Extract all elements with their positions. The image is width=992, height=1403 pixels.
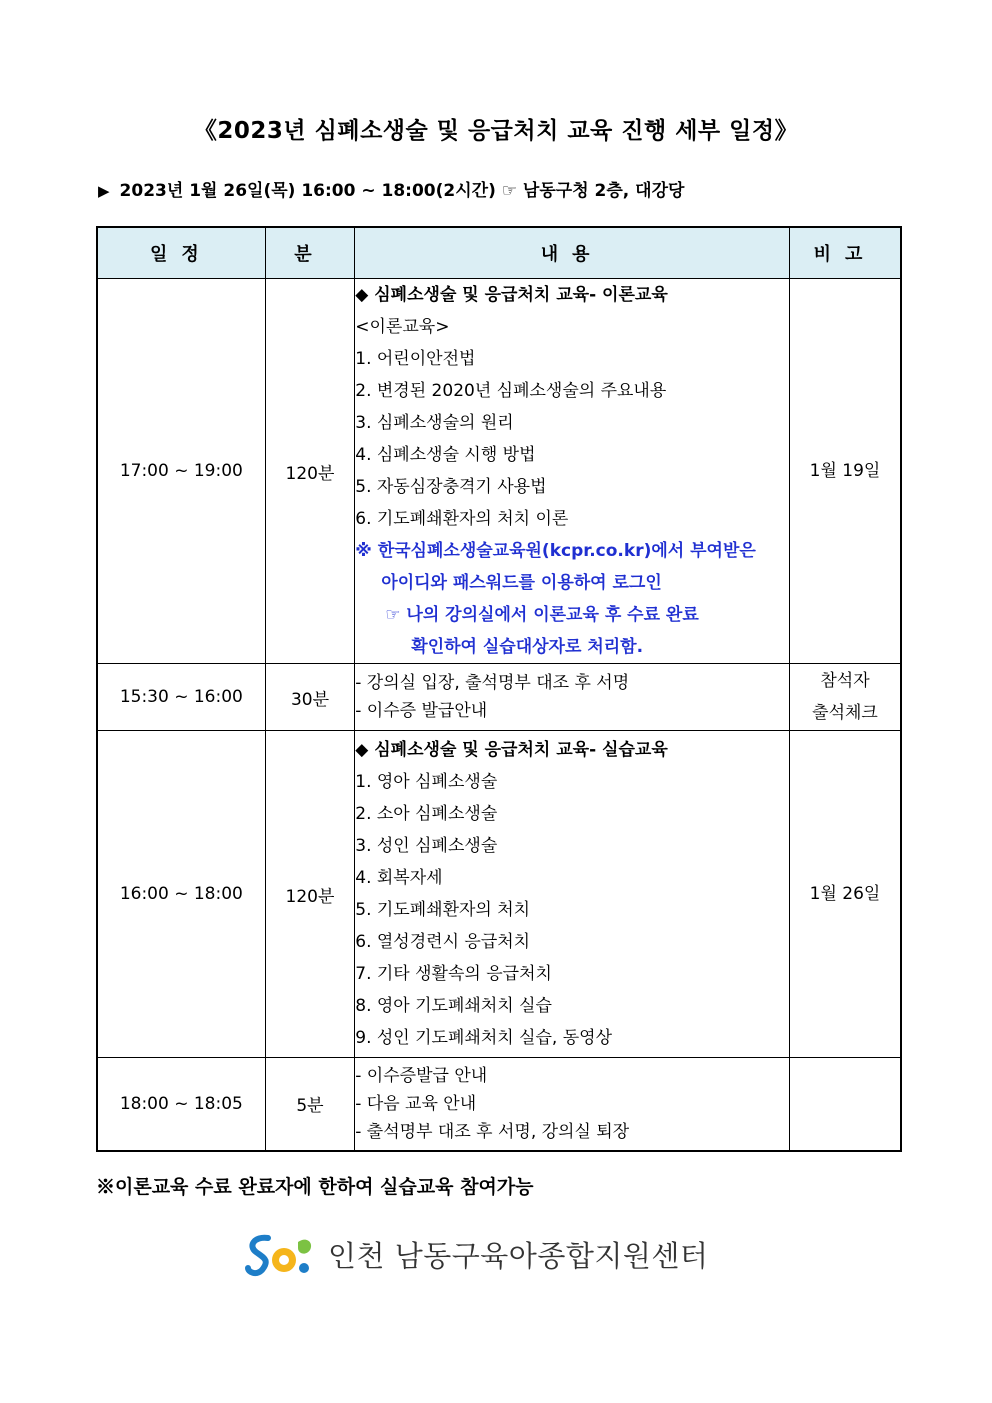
duration-cell: 120분 bbox=[265, 731, 355, 1058]
content-cell bbox=[355, 731, 790, 1058]
login-notice: 확인하여 실습대상자로 처리함. bbox=[411, 637, 644, 657]
list-item: 2. 변경된 2020년 심폐소생술의 주요내용 bbox=[355, 381, 667, 401]
header-content: 내용 bbox=[355, 227, 790, 279]
login-notice: 아이디와 패스워드를 이용하여 로그인 bbox=[381, 573, 662, 593]
remarks-cell: 1월 26일 bbox=[790, 731, 901, 1058]
table-header-row bbox=[97, 227, 901, 279]
list-item: - 강의실 입장, 출석명부 대조 후 서명 bbox=[355, 673, 630, 693]
table-row bbox=[97, 1058, 901, 1151]
section-heading: ◆ 심폐소생술 및 응급처치 교육- 실습교육 bbox=[355, 740, 668, 760]
list-item: - 이수증 발급안내 bbox=[355, 701, 488, 721]
header-schedule: 일정 bbox=[97, 227, 265, 279]
footnote: ※이론교육 수료 완료자에 한하여 실습교육 참여가능 bbox=[96, 1176, 534, 1198]
duration-cell: 5분 bbox=[265, 1058, 355, 1151]
list-item: 9. 성인 기도폐쇄처치 실습, 동영상 bbox=[355, 1028, 612, 1048]
time-cell: 18:00 ~ 18:05 bbox=[97, 1058, 265, 1151]
duration-cell: 120분 bbox=[265, 279, 355, 664]
remarks-line: 출석체크 bbox=[812, 703, 878, 723]
content-cell bbox=[355, 1058, 790, 1151]
list-item: - 다음 교육 안내 bbox=[355, 1093, 477, 1114]
schedule-table bbox=[96, 226, 902, 1152]
table-row bbox=[97, 731, 901, 1058]
list-item: 3. 성인 심폐소생술 bbox=[355, 836, 498, 856]
list-item: 8. 영아 기도폐쇄처치 실습 bbox=[355, 996, 552, 1016]
time-cell: 17:00 ~ 19:00 bbox=[97, 279, 265, 664]
time-cell: 15:30 ~ 16:00 bbox=[97, 664, 265, 731]
list-item: 3. 심폐소생술의 원리 bbox=[355, 413, 514, 433]
list-item: 1. 영아 심폐소생술 bbox=[355, 772, 498, 792]
remarks-cell bbox=[790, 664, 901, 731]
login-notice: ※ 한국심폐소생술교육원(kcpr.co.kr)에서 부여받은 bbox=[355, 541, 756, 561]
list-item: 6. 열성경련시 응급처치 bbox=[355, 932, 531, 952]
center-logo bbox=[244, 1230, 708, 1278]
list-item: 1. 어린이안전법 bbox=[355, 349, 476, 369]
list-item: - 이수증발급 안내 bbox=[355, 1065, 488, 1086]
duration-cell: 30분 bbox=[265, 664, 355, 731]
event-info-text: 2023년 1월 26일(목) 16:00 ~ 18:00(2시간) ☞ 남동구청 2층, 대강당 bbox=[119, 181, 685, 201]
remarks-cell: 1월 19일 bbox=[790, 279, 901, 664]
section-heading: ◆ 심폐소생술 및 응급처치 교육- 이론교육 bbox=[355, 285, 668, 305]
center-name: 인천 남동구육아종합지원센터 bbox=[328, 1238, 709, 1273]
triangle-bullet-icon: ▶ bbox=[98, 182, 110, 200]
table-row bbox=[97, 279, 901, 664]
list-item: 4. 심폐소생술 시행 방법 bbox=[355, 445, 536, 465]
login-notice: ☞ 나의 강의실에서 이론교육 후 수료 완료 bbox=[385, 605, 699, 625]
list-item: - 출석명부 대조 후 서명, 강의실 퇴장 bbox=[355, 1121, 630, 1142]
document-title: 《2023년 심폐소생술 및 응급처치 교육 진행 세부 일정》 bbox=[193, 118, 799, 144]
center-logo-icon bbox=[244, 1230, 316, 1278]
table-row bbox=[97, 664, 901, 731]
remarks-line: 참석자 bbox=[820, 671, 870, 691]
list-item: 4. 회복자세 bbox=[355, 868, 443, 888]
header-minutes: 분 bbox=[265, 227, 355, 279]
event-info bbox=[98, 176, 684, 201]
time-cell: 16:00 ~ 18:00 bbox=[97, 731, 265, 1058]
list-item: 6. 기도폐쇄환자의 처치 이론 bbox=[355, 509, 569, 529]
section-subheading: <이론교육> bbox=[355, 317, 450, 337]
remarks-cell bbox=[790, 1058, 901, 1151]
list-item: 5. 자동심장충격기 사용법 bbox=[355, 477, 547, 497]
list-item: 2. 소아 심폐소생술 bbox=[355, 804, 498, 824]
list-item: 7. 기타 생활속의 응급처치 bbox=[355, 964, 552, 984]
header-remarks: 비고 bbox=[790, 227, 901, 279]
content-cell bbox=[355, 279, 790, 664]
content-cell bbox=[355, 664, 790, 731]
list-item: 5. 기도폐쇄환자의 처치 bbox=[355, 900, 531, 920]
